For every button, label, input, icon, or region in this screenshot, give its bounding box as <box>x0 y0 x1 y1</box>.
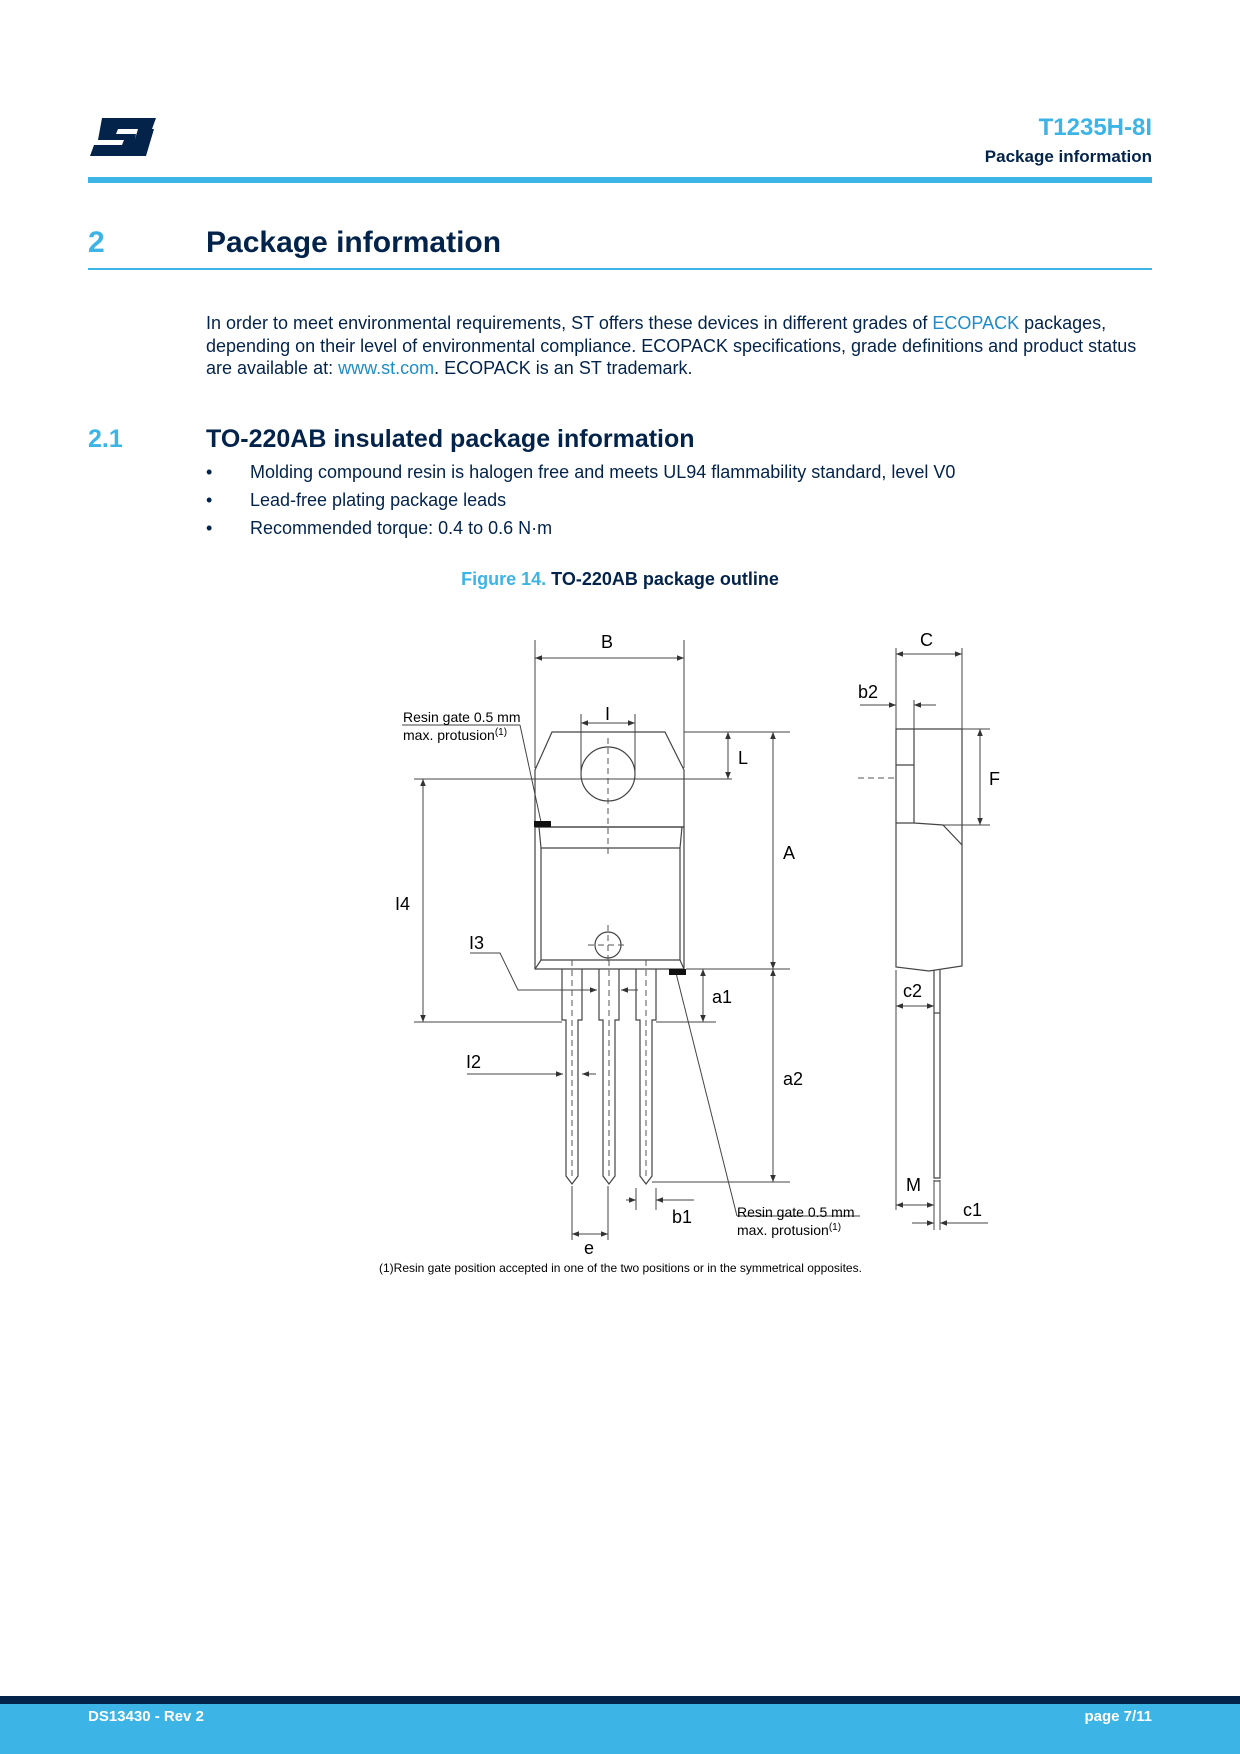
dim-label-e: e <box>584 1238 595 1258</box>
resin-gate-note-line2 <box>403 727 507 743</box>
dim-label-c2: c2 <box>903 981 923 1001</box>
dim-label-c: C <box>920 630 933 650</box>
section-title: Package information <box>206 226 502 259</box>
dim-label-i2: I2 <box>466 1052 482 1072</box>
dim-label-b: B <box>601 632 614 652</box>
bullet-symbol: • <box>206 462 213 482</box>
document-title: T1235H-8I <box>1038 114 1152 141</box>
dim-label-i: I <box>605 704 611 724</box>
intro-text-2: packages, depending on their level of environmental compliance. ECOPACK specifications, grade definitions and product status are available at: <box>206 313 1137 378</box>
dim-label-a2: a2 <box>783 1069 804 1089</box>
figure-title: TO-220AB package outline <box>551 569 779 589</box>
dim-label-m: M <box>906 1175 921 1195</box>
bullet-text: Molding compound resin is halogen free and meets UL94 flammability standard, level V0 <box>250 462 956 482</box>
resin-gate-marker <box>534 821 551 827</box>
resin-gate-note-line1: Resin gate 0.5 mm <box>737 1204 855 1220</box>
dim-label-i4: I4 <box>395 894 411 914</box>
subsection-title: TO-220AB insulated package information <box>206 425 695 453</box>
bullet-symbol: • <box>206 518 213 538</box>
resin-gate-note-line2 <box>737 1222 841 1238</box>
resin-gate-marker <box>669 969 686 975</box>
st-website-link[interactable]: www.st.com <box>338 358 435 378</box>
dim-label-b1: b1 <box>672 1207 693 1227</box>
resin-gate-note-ref: (1) <box>828 1222 842 1233</box>
dim-label-l: L <box>738 748 749 768</box>
resin-gate-note-text: max. protusion <box>403 727 495 743</box>
footer-stripe <box>0 1696 1240 1704</box>
dim-label-b2: b2 <box>858 682 879 702</box>
intro-text-3: . ECOPACK is an ST trademark. <box>434 358 693 378</box>
dim-label-a: A <box>783 843 796 863</box>
bullet-symbol: • <box>206 490 213 510</box>
footer-page-number: page 7/11 <box>1084 1708 1152 1725</box>
header-section-name: Package information <box>984 147 1152 166</box>
bullet-text: Lead-free plating package leads <box>250 490 507 510</box>
intro-text-1: In order to meet environmental requirements, ST offers these devices in different grades of <box>206 313 933 333</box>
figure-footnote: (1)Resin gate position accepted in one of the two positions or in the symmetrical opposites. <box>379 1261 862 1275</box>
dim-label-i3: I3 <box>469 933 485 953</box>
section-number: 2 <box>88 226 105 259</box>
ecopack-link[interactable]: ECOPACK <box>932 313 1020 333</box>
subsection-number: 2.1 <box>88 425 123 453</box>
dim-label-c1: c1 <box>963 1200 983 1220</box>
dim-label-a1: a1 <box>712 987 733 1007</box>
dim-label-f: F <box>989 769 1000 789</box>
footer-document-id: DS13430 - Rev 2 <box>88 1708 204 1725</box>
resin-gate-note-text: max. protusion <box>737 1222 829 1238</box>
resin-gate-note-line1: Resin gate 0.5 mm <box>403 709 521 725</box>
bullet-text: Recommended torque: 0.4 to 0.6 N·m <box>250 518 553 538</box>
resin-gate-note-ref: (1) <box>494 727 508 738</box>
figure-label: Figure 14. <box>461 569 547 589</box>
